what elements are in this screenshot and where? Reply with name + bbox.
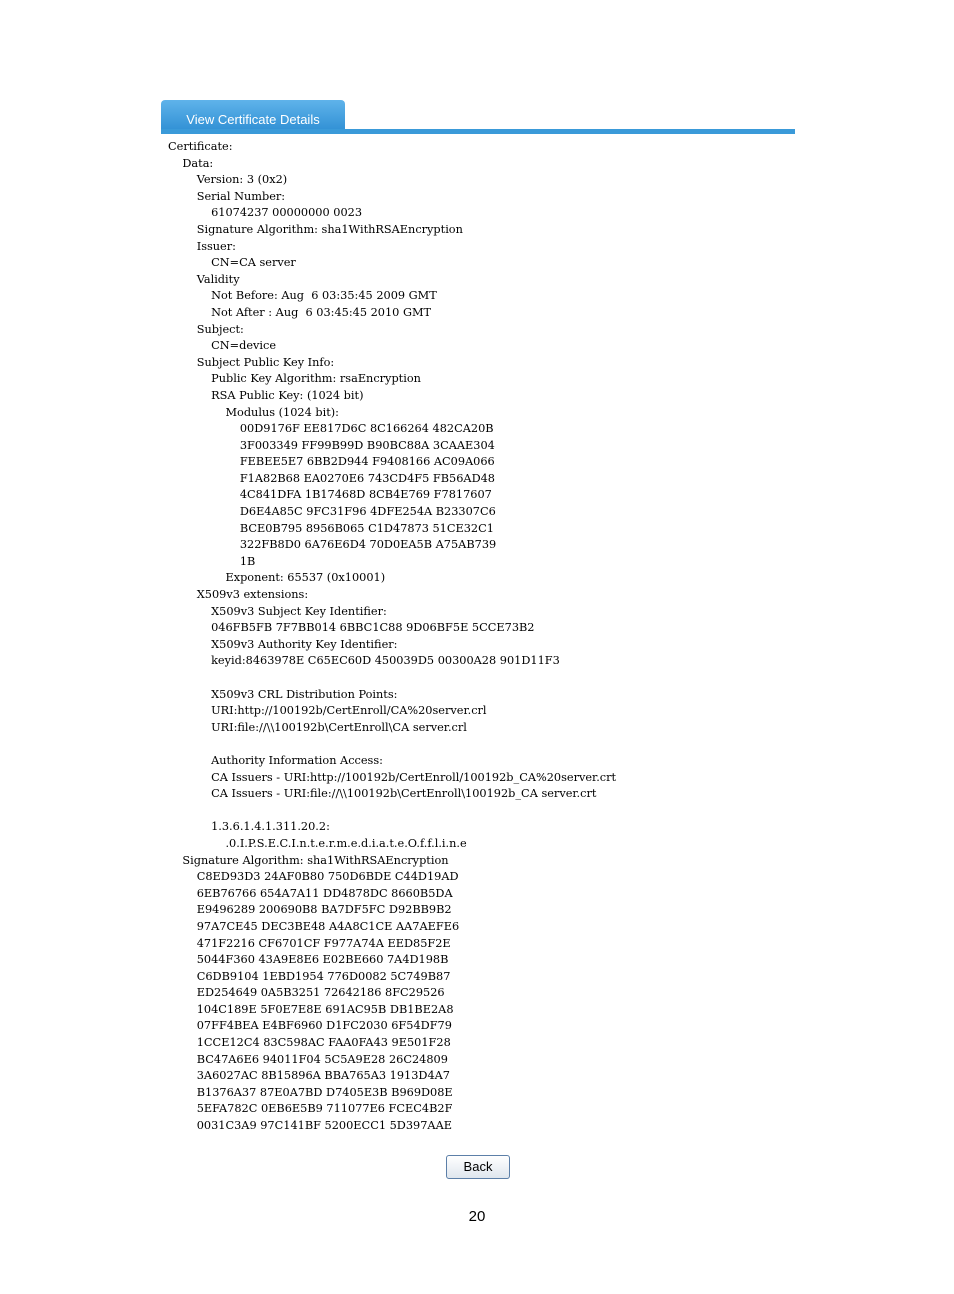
certificate-line: 471F2216 CF6701CF F977A74A EED85F2E [168, 936, 451, 950]
certificate-line [168, 736, 616, 753]
certificate-line: Subject: [168, 322, 244, 336]
certificate-line: CN=device [168, 339, 277, 353]
certificate-line: 1CCE12C4 83C598AC FAA0FA43 9E501F28 [168, 1036, 451, 1050]
certificate-line: 046FB5FB 7F7BB014 6BBC1C88 9D06BF5E 5CCE73B2 [168, 621, 535, 635]
certificate-line: ED254649 0A5B3251 72642186 8FC29526 [168, 986, 445, 1000]
certificate-line: 97A7CE45 DEC3BE48 A4A8C1CE AA7AEFE6 [168, 919, 460, 933]
certificate-line [168, 803, 616, 820]
certificate-line: Validity [168, 272, 240, 286]
certificate-line [168, 670, 616, 687]
certificate-line: B1376A37 87E0A7BD D7405E3B B969D08E [168, 1085, 453, 1099]
certificate-line: URI:http://100192b/CertEnroll/CA%20server.crl [168, 704, 487, 718]
certificate-line: 61074237 00000000 0023 [168, 206, 363, 220]
certificate-line: Exponent: 65537 (0x10001) [168, 571, 386, 585]
certificate-line: 6EB76766 654A7A11 DD4878DC 8660B5DA [168, 886, 453, 900]
certificate-line: Signature Algorithm: sha1WithRSAEncryption [168, 222, 463, 236]
certificate-line: Not After : Aug 6 03:45:45 2010 GMT [168, 305, 432, 319]
certificate-line: X509v3 Authority Key Identifier: [168, 637, 398, 651]
back-button[interactable]: Back [446, 1155, 510, 1179]
certificate-line: 3F003349 FF99B99D B90BC88A 3CAAE304 [168, 438, 495, 452]
certificate-line: 104C189E 5F0E7E8E 691AC95B DB1BE2A8 [168, 1002, 454, 1016]
certificate-line: CA Issuers - URI:http://100192b/CertEnroll/100192b_CA%20server.crt [168, 770, 617, 784]
certificate-line: 1.3.6.1.4.1.311.20.2: [168, 820, 330, 834]
certificate-line: Modulus (1024 bit): [168, 405, 339, 419]
certificate-details-text [168, 139, 616, 1135]
certificate-line: CN=CA server [168, 256, 296, 270]
certificate-line: X509v3 extensions: [168, 588, 309, 602]
certificate-line: .0.I.P.S.E.C.I.n.t.e.r.m.e.d.i.a.t.e.O.f.f.l.i.n.e [168, 836, 467, 850]
certificate-line: Not Before: Aug 6 03:35:45 2009 GMT [168, 289, 437, 303]
certificate-line: D6E4A85C 9FC31F96 4DFE254A B23307C6 [168, 505, 496, 519]
certificate-line: Signature Algorithm: sha1WithRSAEncryption [168, 853, 449, 867]
certificate-line: 07FF4BEA E4BF6960 D1FC2030 6F54DF79 [168, 1019, 452, 1033]
certificate-line: URI:file://\\100192b\CertEnroll\CA server.crl [168, 720, 467, 734]
certificate-line: 3A6027AC 8B15896A BBA765A3 1913D4A7 [168, 1069, 450, 1083]
certificate-line: keyid:8463978E C65EC60D 450039D5 00300A28 901D11F3 [168, 654, 560, 668]
certificate-line: Version: 3 (0x2) [168, 173, 288, 187]
certificate-line: C6DB9104 1EBD1954 776D0082 5C749B87 [168, 969, 451, 983]
tab-bar [161, 100, 795, 136]
certificate-line: BCE0B795 8956B065 C1D47873 51CE32C1 [168, 521, 494, 535]
certificate-line: CA Issuers - URI:file://\\100192b\CertEnroll\100192b_CA server.crt [168, 787, 597, 801]
tab-view-certificate-details[interactable]: View Certificate Details [161, 100, 345, 132]
certificate-line: F1A82B68 EA0270E6 743CD4F5 FB56AD48 [168, 471, 495, 485]
certificate-line: Serial Number: [168, 189, 286, 203]
certificate-line: Subject Public Key Info: [168, 355, 335, 369]
certificate-line: RSA Public Key: (1024 bit) [168, 388, 364, 402]
certificate-line: 00D9176F EE817D6C 8C166264 482CA20B [168, 422, 494, 436]
certificate-line: X509v3 Subject Key Identifier: [168, 604, 387, 618]
certificate-line: Public Key Algorithm: rsaEncryption [168, 372, 421, 386]
certificate-line: 322FB8D0 6A76E6D4 70D0EA5B A75AB739 [168, 538, 497, 552]
certificate-line: E9496289 200690B8 BA7DF5FC D92BB9B2 [168, 903, 452, 917]
certificate-line: Issuer: [168, 239, 236, 253]
certificate-line: X509v3 CRL Distribution Points: [168, 687, 398, 701]
certificate-line: C8ED93D3 24AF0B80 750D6BDE C44D19AD [168, 870, 459, 884]
certificate-line: 1B [168, 554, 256, 568]
certificate-line: FEBEE5E7 6BB2D944 F9408166 AC09A066 [168, 455, 495, 469]
tab-underline [161, 129, 795, 134]
certificate-line: BC47A6E6 94011F04 5C5A9E28 26C24809 [168, 1052, 448, 1066]
page-number: 20 [468, 1208, 486, 1225]
certificate-line: Certificate: [168, 140, 233, 153]
certificate-line: 5EFA782C 0EB6E5B9 711077E6 FCEC4B2F [168, 1102, 453, 1116]
certificate-line: 5044F360 43A9E8E6 E02BE660 7A4D198B [168, 953, 449, 967]
certificate-line: Authority Information Access: [168, 753, 383, 767]
certificate-line: 4C841DFA 1B17468D 8CB4E769 F7817607 [168, 488, 492, 502]
certificate-line: 0031C3A9 97C141BF 5200ECC1 5D397AAE [168, 1119, 452, 1133]
certificate-line: Data: [168, 156, 214, 170]
